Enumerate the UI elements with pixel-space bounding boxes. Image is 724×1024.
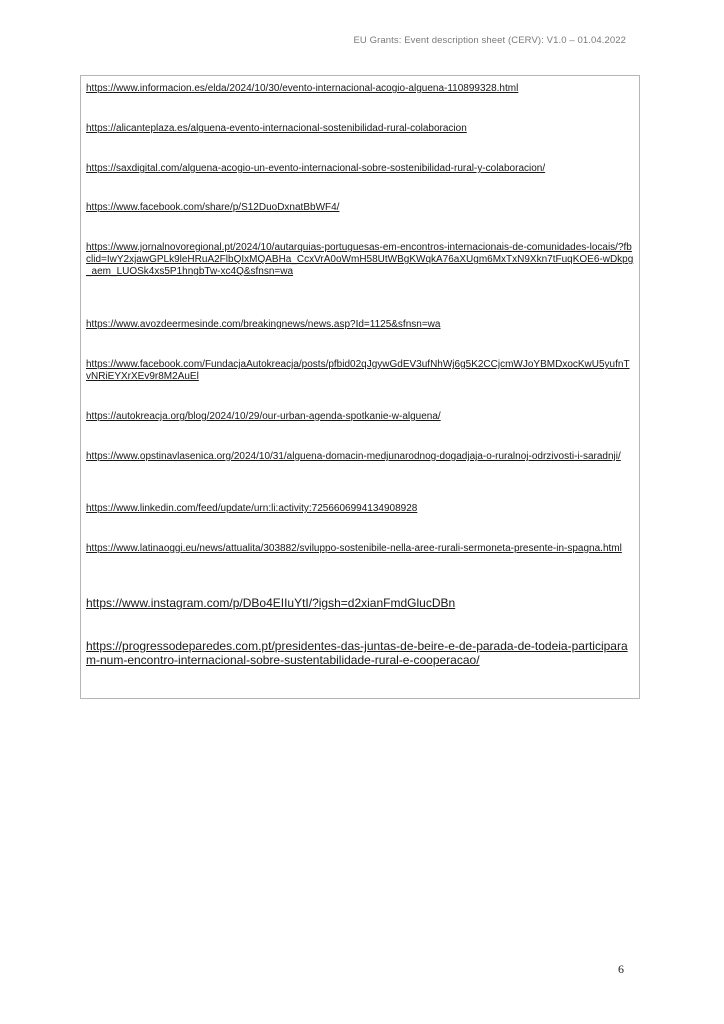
instagram-post-link[interactable]: https://www.instagram.com/p/DBo4EIIuYtI/?igsh=d2xianFmdGlucDBn [86,596,456,610]
article-link-latinaoggi[interactable]: https://www.latinaoggi.eu/news/attualita/303882/sviluppo-sostenibile-nella-aree-rurali-sermoneta-presente-in-spagna.html [86,543,622,554]
article-link-avozdeermesinde[interactable]: https://www.avozdeermesinde.com/breakingnews/news.asp?Id=1125&sfnsn=wa [86,319,441,330]
article-link-jornalnovoregional[interactable]: https://www.jornalnovoregional.pt/2024/10/autarquias-portuguesas-em-encontros-internacionais-de-comunidades-locais/?fbclid=IwY2xjawGPLk9leHRuA2FlbQIxMQABHa_CcxVrA0oWmH58UtWBgKWqkA76aXUgm6MxTxN9Xkn7tFuqKOE6-wDkpg_aem_LUOSk4xs5P1hngbTw-xc4Q&sfnsn=wa [86,242,634,277]
article-link-opstinavlasenica[interactable]: https://www.opstinavlasenica.org/2024/10/31/alguena-domacin-medjunarodnog-dogadjaja-o-ruralnoj-odrzivosti-i-saradnji/ [86,451,621,462]
links-box [80,75,640,699]
article-link-progressodeparedes[interactable]: https://progressodeparedes.com.pt/presidentes-das-juntas-de-beire-e-de-parada-de-todeia-participaram-num-encontro-internacional-sobre-sustentabilidade-rural-e-cooperacao/ [86,639,628,667]
article-link-alicanteplaza[interactable]: https://alicanteplaza.es/alguena-evento-internacional-sostenibilidad-rural-colaboracion [86,123,467,134]
blog-link-autokreacja[interactable]: https://autokreacja.org/blog/2024/10/29/our-urban-agenda-spotkanie-w-alguena/ [86,411,441,422]
page-number: 6 [618,962,624,976]
facebook-post-link-autokreacja[interactable]: https://www.facebook.com/FundacjaAutokreacja/posts/pfbid02qJgywGdEV3ufNhWj6g5K2CCjcmWJoYBMDxocKwU5yufnTvNRiEYXrXEv9r8M2AuEl [86,359,630,382]
linkedin-post-link[interactable]: https://www.linkedin.com/feed/update/urn:li:activity:7256606994134908928 [86,503,418,514]
facebook-share-link[interactable]: https://www.facebook.com/share/p/S12DuoDxnatBbWF4/ [86,202,340,213]
article-link-saxdigital[interactable]: https://saxdigital.com/alguena-acogio-un-evento-internacional-sobre-sostenibilidad-rural-y-colaboracion/ [86,163,546,174]
page-header: EU Grants: Event description sheet (CERV): V1.0 – 01.04.2022 [353,35,626,46]
article-link-informacion[interactable]: https://www.informacion.es/elda/2024/10/30/evento-internacional-acogio-alguena-110899328.html [86,83,519,94]
